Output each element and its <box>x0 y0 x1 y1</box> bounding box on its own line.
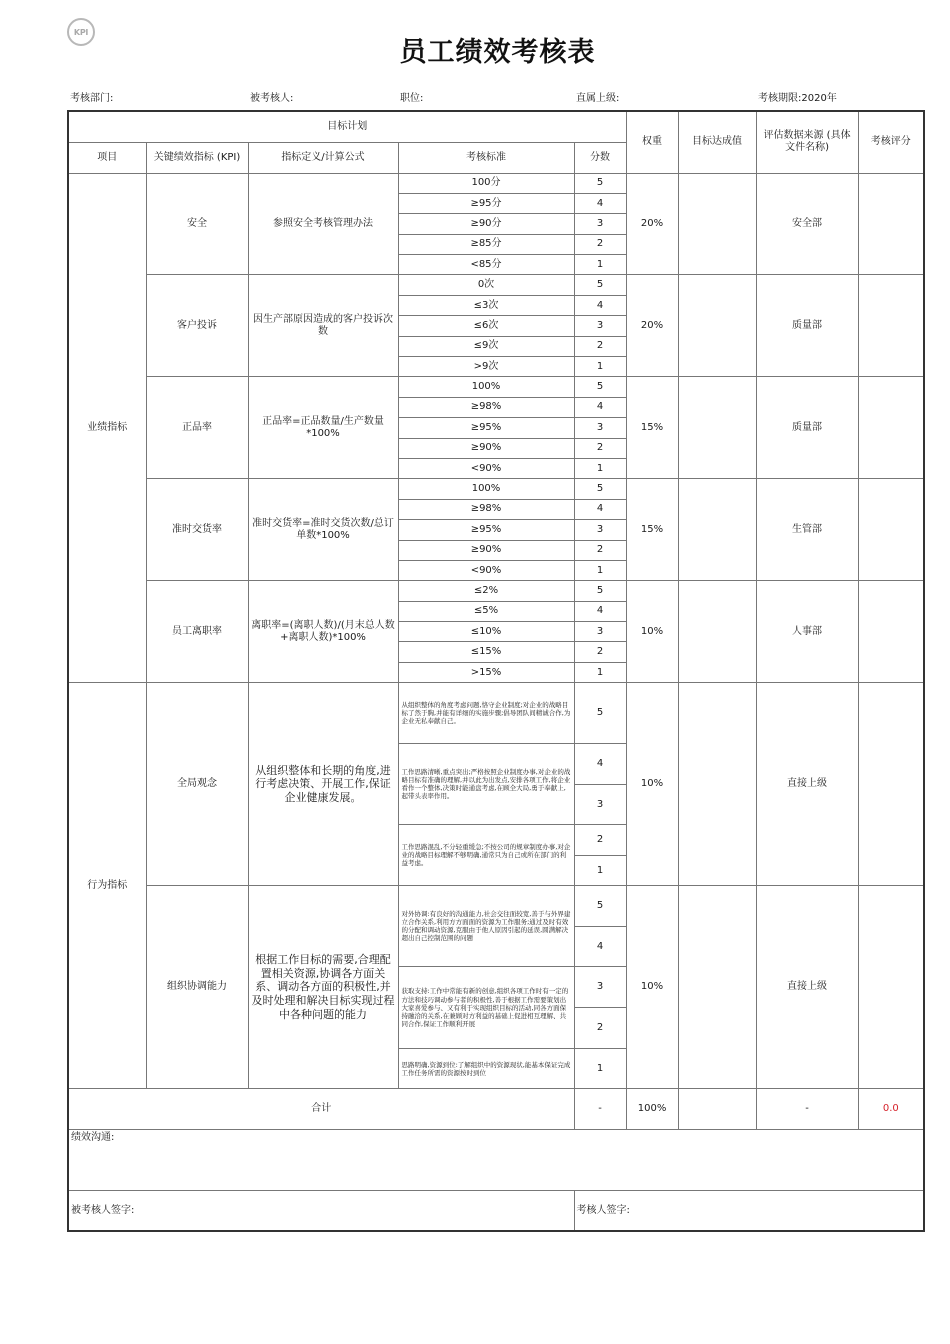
category-behavior: 行为指标 <box>68 683 146 1089</box>
score-cell: 5 <box>574 275 626 295</box>
score-cell: 4 <box>574 744 626 785</box>
header-data-source: 评估数据来源 (具体文件名称) <box>756 111 858 173</box>
standard-cell: ≤5% <box>398 601 574 621</box>
score-cell: 1 <box>574 255 626 275</box>
behavior-score[interactable] <box>858 683 924 886</box>
score-cell: 2 <box>574 1008 626 1049</box>
behavior-standard: 对外协调:有良好的沟通能力,社会交往面较宽,善于与外界建立合作关系,利用方方面面的资源为工作服务;通过及时有效的分配和调动资源,克服由于他人原因引起的延误,圆满解决超出自己控制范围的问题 <box>398 886 574 967</box>
score-cell: 4 <box>574 601 626 621</box>
standard-cell: >15% <box>398 662 574 682</box>
period-label: 考核期限:2020年 <box>758 93 837 104</box>
assessee-signature[interactable]: 被考核人签字: <box>68 1191 574 1231</box>
kpi-score[interactable] <box>858 377 924 479</box>
behavior-source: 直接上级 <box>756 683 858 886</box>
kpi-score[interactable] <box>858 581 924 683</box>
kpi-source: 质量部 <box>756 275 858 377</box>
score-cell: 4 <box>574 927 626 967</box>
kpi-weight: 10% <box>626 581 678 683</box>
standard-cell: ≤9次 <box>398 336 574 356</box>
kpi-source: 生管部 <box>756 479 858 581</box>
total-weight: 100% <box>626 1089 678 1130</box>
score-cell: 5 <box>574 683 626 744</box>
total-score[interactable]: 0.0 <box>858 1089 924 1130</box>
header-definition: 指标定义/计算公式 <box>248 142 398 173</box>
standard-cell: ≤15% <box>398 642 574 662</box>
score-cell: 3 <box>574 622 626 642</box>
header-score-eval: 考核评分 <box>858 111 924 173</box>
kpi-achieved[interactable] <box>678 275 756 377</box>
kpi-source: 安全部 <box>756 173 858 275</box>
total-label: 合计 <box>68 1089 574 1130</box>
score-cell: 5 <box>574 479 626 499</box>
standard-cell: ≥95% <box>398 520 574 540</box>
header-points: 分数 <box>574 142 626 173</box>
kpi-score[interactable] <box>858 275 924 377</box>
score-cell: 2 <box>574 642 626 662</box>
behavior-definition: 根据工作目标的需要,合理配置相关资源,协调各方面关系、调动各方面的积极性,并及时处理和解决目标实现过程中各种问题的能力 <box>248 886 398 1089</box>
kpi-achieved[interactable] <box>678 173 756 275</box>
standard-cell: ≥85分 <box>398 234 574 254</box>
score-cell: 5 <box>574 886 626 927</box>
kpi-name: 正品率 <box>146 377 248 479</box>
standard-cell: ≥95% <box>398 418 574 438</box>
score-cell: 1 <box>574 662 626 682</box>
page-title: 员工绩效考核表 <box>399 37 596 68</box>
behavior-achieved[interactable] <box>678 886 756 1089</box>
score-cell: 1 <box>574 1049 626 1089</box>
score-cell: 3 <box>574 214 626 234</box>
behavior-name: 全局观念 <box>146 683 248 886</box>
header-item: 项目 <box>68 142 146 173</box>
score-cell: 1 <box>574 856 626 886</box>
score-cell: 5 <box>574 173 626 193</box>
kpi-score[interactable] <box>858 173 924 275</box>
score-cell: 3 <box>574 785 626 825</box>
standard-cell: ≥98% <box>398 397 574 417</box>
kpi-name: 安全 <box>146 173 248 275</box>
kpi-table <box>67 110 925 1232</box>
kpi-weight: 15% <box>626 479 678 581</box>
standard-cell: ≥95分 <box>398 193 574 213</box>
standard-cell: ≤3次 <box>398 295 574 315</box>
kpi-weight: 15% <box>626 377 678 479</box>
kpi-source: 人事部 <box>756 581 858 683</box>
kpi-weight: 20% <box>626 275 678 377</box>
standard-cell: <85分 <box>398 255 574 275</box>
communication-field[interactable]: 绩效沟通: <box>68 1130 924 1191</box>
score-cell: 4 <box>574 193 626 213</box>
kpi-name: 客户投诉 <box>146 275 248 377</box>
department-label: 考核部门: <box>70 93 114 104</box>
assessor-signature[interactable]: 考核人签字: <box>574 1191 924 1231</box>
behavior-weight: 10% <box>626 683 678 886</box>
score-cell: 3 <box>574 520 626 540</box>
kpi-definition: 参照安全考核管理办法 <box>248 173 398 275</box>
header-weight: 权重 <box>626 111 678 173</box>
score-cell: 1 <box>574 560 626 580</box>
standard-cell: ≥90分 <box>398 214 574 234</box>
standard-cell: 100% <box>398 377 574 397</box>
standard-cell: 100分 <box>398 173 574 193</box>
score-cell: 2 <box>574 540 626 560</box>
standard-cell: ≤6次 <box>398 316 574 336</box>
category-performance: 业绩指标 <box>68 173 146 683</box>
header-kpi: 关键绩效指标 (KPI) <box>146 142 248 173</box>
header-target-plan: 目标计划 <box>68 111 626 142</box>
standard-cell: ≥98% <box>398 499 574 519</box>
standard-cell: ≥90% <box>398 438 574 458</box>
score-cell: 2 <box>574 438 626 458</box>
behavior-definition: 从组织整体和长期的角度,进行考虑决策、开展工作,保证企业健康发展。 <box>248 683 398 886</box>
score-cell: 1 <box>574 458 626 478</box>
score-cell: 3 <box>574 967 626 1008</box>
behavior-name: 组织协调能力 <box>146 886 248 1089</box>
standard-cell: 0次 <box>398 275 574 295</box>
score-cell: 4 <box>574 295 626 315</box>
behavior-standard: 工作思路混乱,不分轻重缓急;不按公司的规章制度办事,对企业的战略目标理解不够明确,通常只为自己或所在部门的利益考虑。 <box>398 825 574 886</box>
behavior-weight: 10% <box>626 886 678 1089</box>
score-cell: 3 <box>574 418 626 438</box>
kpi-logo: KPI <box>67 18 95 46</box>
behavior-standard: 从组织整体的角度考虑问题,恪守企业制度;对企业的战略目标了然于胸,并能有详细的实施步骤;倡导团队间精诚合作,为企业无私奉献自己。 <box>398 683 574 744</box>
kpi-achieved[interactable] <box>678 377 756 479</box>
kpi-name: 员工离职率 <box>146 581 248 683</box>
kpi-weight: 20% <box>626 173 678 275</box>
standard-cell: ≥90% <box>398 540 574 560</box>
score-cell: 2 <box>574 825 626 856</box>
score-cell: 1 <box>574 357 626 377</box>
behavior-standard: 工作思路清晰,重点突出;严格按照企业制度办事,对企业的战略目标有准确的理解,并以此为出发点,安排各项工作,将企业看作一个整体,决策时能通盘考虑,在顾全大局,勇于奉献上,起带头表率作用。 <box>398 744 574 825</box>
score-cell: 5 <box>574 377 626 397</box>
header-standard: 考核标准 <box>398 142 574 173</box>
total-points: - <box>574 1089 626 1130</box>
behavior-standard: 思路明确,资源到位:了解组织中的资源现状,能基本保证完成工作任务所需的资源按时到位 <box>398 1049 574 1089</box>
position-label: 职位: <box>400 93 424 104</box>
total-source: - <box>756 1089 858 1130</box>
kpi-achieved[interactable] <box>678 479 756 581</box>
score-cell: 4 <box>574 499 626 519</box>
behavior-achieved[interactable] <box>678 683 756 886</box>
standard-cell: 100% <box>398 479 574 499</box>
kpi-source: 质量部 <box>756 377 858 479</box>
standard-cell: >9次 <box>398 357 574 377</box>
header-achieved: 目标达成值 <box>678 111 756 173</box>
standard-cell: ≤10% <box>398 622 574 642</box>
behavior-standard: 获取支持:工作中常能有新的创意,组织各项工作时有一定的方法和技巧调动参与者的积极性,善于根据工作需要策划出大家喜爱参与、又有利于实现组织目标的活动,同各方面保持融洽的关系,在兼顾对方利益的基础上促进相互理解、共同合作,保证工作顺利开展 <box>398 967 574 1049</box>
kpi-definition: 离职率=(离职人数)/(月末总人数+离职人数)*100% <box>248 581 398 683</box>
score-cell: 2 <box>574 234 626 254</box>
assessee-label: 被考核人: <box>250 93 294 104</box>
kpi-name: 准时交货率 <box>146 479 248 581</box>
kpi-achieved[interactable] <box>678 581 756 683</box>
score-cell: 4 <box>574 397 626 417</box>
score-cell: 2 <box>574 336 626 356</box>
standard-cell: <90% <box>398 458 574 478</box>
kpi-score[interactable] <box>858 479 924 581</box>
kpi-definition: 正品率=正品数量/生产数量*100% <box>248 377 398 479</box>
standard-cell: <90% <box>398 560 574 580</box>
kpi-definition: 因生产部原因造成的客户投诉次数 <box>248 275 398 377</box>
behavior-source: 直接上级 <box>756 886 858 1089</box>
standard-cell: ≤2% <box>398 581 574 601</box>
behavior-score[interactable] <box>858 886 924 1089</box>
score-cell: 5 <box>574 581 626 601</box>
supervisor-label: 直属上级: <box>576 93 620 104</box>
kpi-definition: 准时交货率=准时交货次数/总订单数*100% <box>248 479 398 581</box>
total-achieved[interactable] <box>678 1089 756 1130</box>
score-cell: 3 <box>574 316 626 336</box>
